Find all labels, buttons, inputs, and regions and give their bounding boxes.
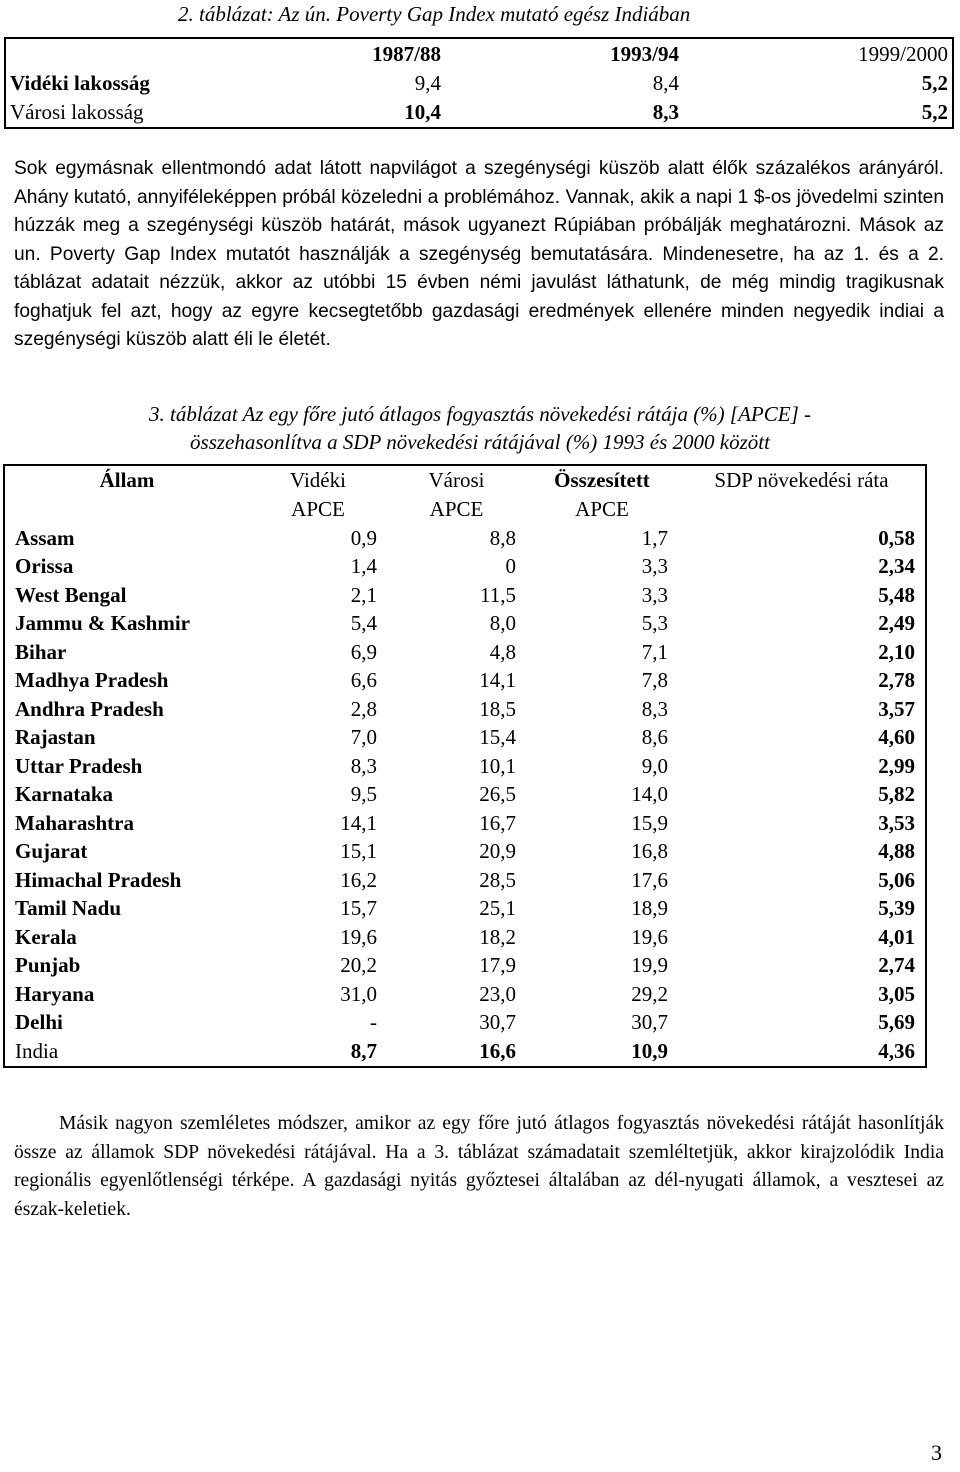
rural-apce-value: 14,1 (340, 810, 377, 835)
urban-apce-value: 11,5 (480, 582, 516, 607)
table-row (4, 695, 926, 724)
rural-apce-value: 1,4 (350, 554, 377, 579)
state-name: West Bengal (15, 582, 127, 607)
state-name: Karnataka (15, 782, 114, 807)
total-apce-value: 14,0 (631, 782, 668, 807)
table3-caption-line2: összehasonlítva a SDP növekedési rátájával (%) 1993 és 2000 között (190, 430, 770, 454)
table-row (4, 752, 926, 781)
rural-apce-value: 8,7 (350, 1038, 377, 1063)
table-row (4, 1009, 926, 1038)
cell-value: 5,2 (921, 100, 948, 124)
sdp-header: SDP növekedési ráta (714, 468, 889, 492)
page-number: 3 (931, 1440, 942, 1465)
total-apce-header-unit: APCE (575, 497, 629, 521)
table-row (4, 838, 926, 867)
year-header: 1993/94 (610, 41, 679, 66)
total-apce-value: 10,9 (631, 1038, 668, 1063)
total-apce-value: 19,6 (631, 924, 668, 949)
rural-apce-value: 19,6 (340, 924, 377, 949)
urban-apce-value: 16,6 (479, 1038, 516, 1063)
rural-apce-value: - (370, 1010, 377, 1035)
sdp-value: 2,74 (878, 953, 915, 978)
table2-row-rural (5, 69, 953, 98)
total-apce-value: 3,3 (641, 554, 668, 579)
row-label: Vidéki lakosság (10, 71, 150, 95)
rural-apce-value: 15,1 (340, 839, 377, 864)
state-name: Punjab (15, 953, 81, 978)
rural-apce-value: 0,9 (350, 525, 377, 550)
table2-header-row (5, 38, 953, 69)
urban-apce-value: 28,5 (479, 867, 516, 892)
urban-apce-value: 18,2 (479, 924, 516, 949)
urban-apce-value: 25,1 (479, 896, 516, 921)
table3-caption (0, 400, 960, 456)
total-apce-value: 15,9 (631, 810, 668, 835)
state-name: Kerala (15, 924, 77, 949)
sdp-value: 4,01 (878, 924, 915, 949)
table-row (4, 809, 926, 838)
total-apce-value: 16,8 (631, 839, 668, 864)
urban-apce-value: 0 (505, 554, 516, 579)
sdp-value: 5,69 (878, 1010, 915, 1035)
total-apce-value: 8,6 (641, 725, 668, 750)
rural-apce-value: 8,3 (350, 753, 377, 778)
sdp-value: 4,36 (878, 1038, 915, 1063)
sdp-value: 5,48 (878, 582, 915, 607)
state-name: Madhya Pradesh (15, 668, 169, 693)
total-apce-value: 8,3 (641, 696, 668, 721)
rural-apce-value: 15,7 (340, 896, 377, 921)
table-row (4, 724, 926, 753)
table-row (4, 667, 926, 696)
urban-apce-value: 15,4 (479, 725, 516, 750)
table-row (4, 923, 926, 952)
sdp-value: 2,78 (878, 668, 915, 693)
urban-apce-value: 26,5 (479, 782, 516, 807)
urban-apce-value: 4,8 (489, 639, 516, 664)
total-apce-value: 7,8 (641, 668, 668, 693)
body-paragraph-1: Sok egymásnak ellentmondó adat látott napvilágot a szegénységi küszöb alatt élők százalékos arányáról. Ahány kutató, annyiféleképpen próbál közeledni a problémához. Vannak, akik a napi 1 $-os jövedelmi szinten húzzák meg a szegénységi küszöb határát, mások ugyanezt Rúpiában próbálják meghatározni. Mások az un. Poverty Gap Index mutatót használják a szegénység bemutatására. Mindenesetre, ha az 1. és a 2. táblázat adatait nézzük, akkor az utóbbi 15 évben némi javulást láthatunk, de még mindig tragikusnak foghatjuk fel azt, hogy az egyre kecsegtetőbb gazdasági eredmények ellenére minden negyedik indiai a szegénységi küszöb alatt éli le életét. (14, 158, 944, 350)
cell-value: 8,4 (652, 71, 679, 95)
rural-apce-value: 20,2 (340, 953, 377, 978)
rural-apce-value: 2,8 (350, 696, 377, 721)
urban-apce-value: 14,1 (479, 668, 516, 693)
state-name: Maharashtra (15, 810, 134, 835)
urban-apce-header: Városi (428, 468, 485, 492)
table-row (4, 581, 926, 610)
total-apce-value: 30,7 (631, 1010, 668, 1035)
cell-value: 9,4 (414, 71, 441, 95)
total-apce-value: 17,6 (631, 867, 668, 892)
sdp-value: 3,57 (878, 696, 915, 721)
cell-value: 8,3 (652, 100, 679, 124)
table3-header-row-1 (4, 465, 926, 495)
body-paragraph-2: Másik nagyon szemléletes módszer, amikor az egy főre jutó átlagos fogyasztás növekedési rátáját hasonlítják össze az államok SDP növekedési rátájával. Ha a 3. táblázat számadatait szemléltetjük, akkor kirajzolódik India regionális egyenlőtlenségi térképe. A gazdasági nyitás győztesei általában az dél-nyugati államok, a vesztesei az észak-keletiek. (14, 1113, 944, 1220)
state-name: Tamil Nadu (15, 896, 122, 921)
table3-header-row-2 (4, 495, 926, 524)
state-name: Himachal Pradesh (15, 867, 182, 892)
table3-body (4, 524, 926, 1037)
sdp-value: 2,34 (878, 554, 915, 579)
sdp-value: 4,60 (878, 725, 915, 750)
state-name: India (15, 1038, 59, 1063)
state-header: Állam (99, 468, 155, 492)
total-apce-value: 19,9 (631, 953, 668, 978)
table3-total-row (4, 1037, 926, 1067)
state-name: Haryana (15, 981, 95, 1006)
year-header: 1999/2000 (858, 41, 948, 66)
sdp-value: 5,06 (878, 867, 915, 892)
table-row (4, 553, 926, 582)
state-name: Orissa (15, 554, 74, 579)
total-apce-value: 7,1 (641, 639, 668, 664)
sdp-value: 2,99 (878, 753, 915, 778)
rural-apce-header: Vidéki (290, 468, 346, 492)
sdp-value: 5,82 (878, 782, 915, 807)
sdp-value: 3,53 (878, 810, 915, 835)
sdp-value: 2,49 (878, 611, 915, 636)
rural-apce-value: 9,5 (350, 782, 377, 807)
sdp-value: 4,88 (878, 839, 915, 864)
urban-apce-value: 18,5 (479, 696, 516, 721)
table-row (4, 638, 926, 667)
table-row (4, 952, 926, 981)
sdp-value: 3,05 (878, 981, 915, 1006)
urban-apce-value: 8,0 (489, 611, 516, 636)
table-row (4, 610, 926, 639)
rural-apce-value: 6,6 (350, 668, 377, 693)
state-name: Rajastan (15, 725, 96, 750)
table2-row-urban (5, 98, 953, 128)
urban-apce-header-unit: APCE (429, 497, 484, 521)
urban-apce-value: 23,0 (479, 981, 516, 1006)
total-apce-value: 29,2 (631, 981, 668, 1006)
sdp-value: 5,39 (878, 896, 915, 921)
table2-caption: 2. táblázat: Az ún. Poverty Gap Index mutató egész Indiában (178, 2, 691, 26)
rural-apce-header-unit: APCE (291, 497, 345, 521)
row-label: Városi lakosság (10, 100, 144, 124)
rural-apce-value: 5,4 (350, 611, 377, 636)
urban-apce-value: 30,7 (479, 1010, 516, 1035)
rural-apce-value: 31,0 (340, 981, 377, 1006)
urban-apce-value: 8,8 (489, 525, 516, 550)
urban-apce-value: 10,1 (479, 753, 516, 778)
table-row (4, 895, 926, 924)
rural-apce-value: 2,1 (350, 582, 377, 607)
total-apce-value: 1,7 (641, 525, 668, 550)
state-name: Delhi (15, 1010, 63, 1035)
rural-apce-value: 6,9 (350, 639, 377, 664)
year-header: 1987/88 (372, 41, 441, 66)
table-row (4, 980, 926, 1009)
cell-value: 5,2 (921, 71, 948, 95)
state-name: Uttar Pradesh (15, 753, 143, 778)
state-name: Bihar (15, 639, 67, 664)
table-row (4, 866, 926, 895)
total-apce-value: 5,3 (641, 611, 668, 636)
cell-value: 10,4 (404, 100, 441, 124)
state-name: Andhra Pradesh (15, 696, 164, 721)
rural-apce-value: 16,2 (340, 867, 377, 892)
apce-growth-table (3, 464, 927, 1068)
sdp-value: 2,10 (878, 639, 915, 664)
state-name: Jammu & Kashmir (15, 611, 190, 636)
rural-apce-value: 7,0 (350, 725, 377, 750)
state-name: Gujarat (15, 839, 88, 864)
total-apce-value: 9,0 (641, 753, 668, 778)
urban-apce-value: 17,9 (479, 953, 516, 978)
total-apce-value: 18,9 (631, 896, 668, 921)
sdp-value: 0,58 (878, 525, 915, 550)
poverty-gap-table (4, 37, 954, 129)
table-row (4, 524, 926, 553)
state-name: Assam (15, 525, 75, 550)
urban-apce-value: 16,7 (479, 810, 516, 835)
total-apce-value: 3,3 (641, 582, 668, 607)
urban-apce-value: 20,9 (479, 839, 516, 864)
table3-caption-line1: 3. táblázat Az egy főre jutó átlagos fogyasztás növekedési rátája (%) [APCE] - (148, 402, 811, 426)
total-apce-header: Összesített (554, 468, 650, 492)
table-row (4, 781, 926, 810)
